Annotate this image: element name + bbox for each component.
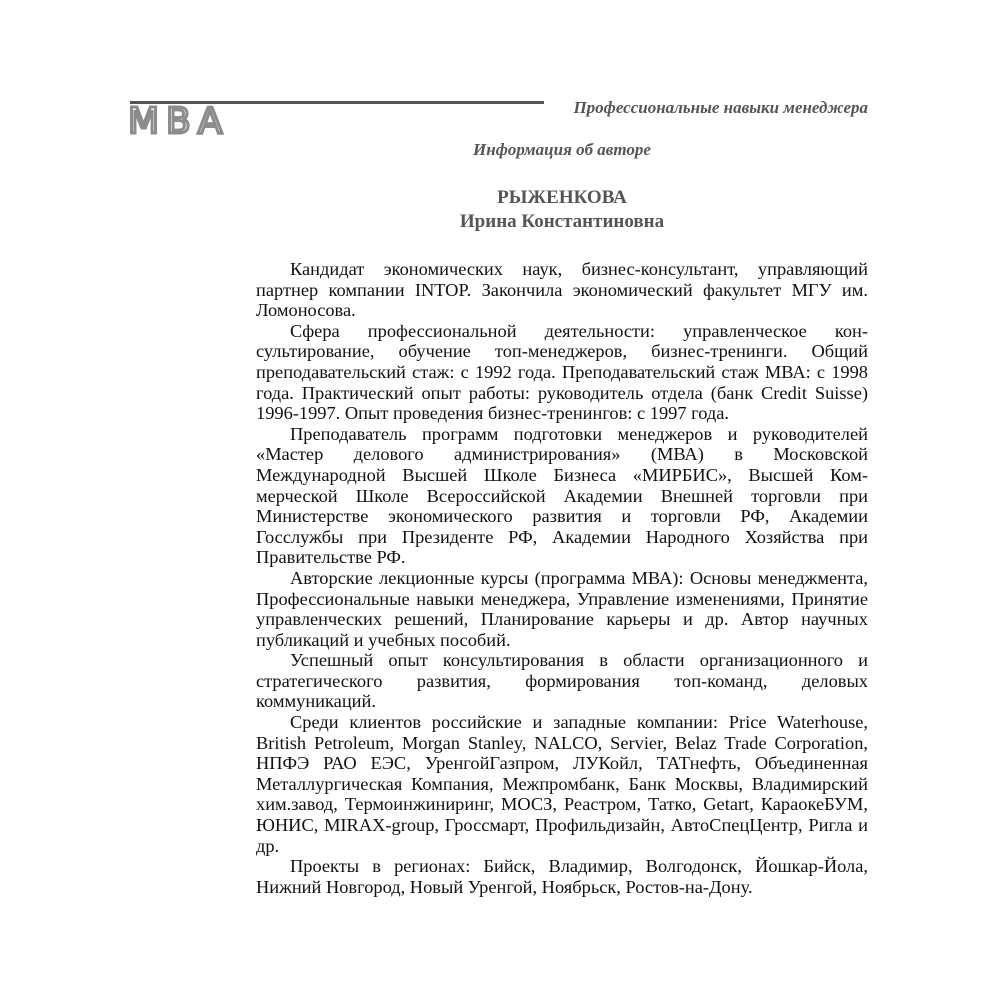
bio-paragraph: Преподаватель программ подготовки менеджеров и руководителей «Мастер делового администрирования» (МВА) в Московской Международной Высшей Школе Бизнеса «МИРБИС», Высшей Коммерческой Школе Всероссийской Академии Внешней торговли при Министерстве экономического развития и торговли РФ, Академии Госслужбы при Президенте РФ, Академии Народного Хозяйства при Правительстве РФ. — [256, 423, 868, 568]
bio-paragraph: Сфера профессиональной деятельности: управленческое консультирование, обучение топ-менеджеров, бизнес-тренинги. Общий преподавательский стаж: с 1992 года. Преподавательский стаж МВА: с 1998 года. Практический опыт работы: руководитель отдела (банк Credit Suisse) 1996-1997. Опыт проведения бизнес-тренингов: с 1997 года. — [256, 320, 868, 424]
running-title: Профессиональные навыки менеджера — [573, 98, 868, 117]
author-name: Ирина Константиновна — [459, 211, 665, 232]
author-bio — [256, 259, 868, 897]
author-surname: РЫЖЕНКОВА — [497, 187, 627, 208]
bio-paragraph: Проекты в регионах: Бийск, Владимир, Волгодонск, Йошкар-Йола, Нижний Новгород, Новый Уренгой, Ноябрьск, Ростов-на-Дону. — [256, 856, 868, 897]
bio-paragraph: Кандидат экономических наук, бизнес-консультант, управляющий партнер компании INTOP. Закончила экономический факультет МГУ им. Ломоносова. — [256, 259, 868, 321]
bio-paragraph: Среди клиентов российские и западные компании: Price Waterhouse, British Petroleum, Morgan Stanley, NALCO, Servier, Belaz Trade Corporation, НПФЭ РАО ЕЭС, УренгойГазпром, ЛУКойл, ТАТнефть, Объединенная Металлургическая Компания, Межпромбанк, Банк Москвы, Владимирский хим.завод, Термоинжиниринг, МОСЗ, Реастром, Татко, Getart, КараокеБУМ, ЮНИС, MIRAX-group, Гроссмарт, Профильдизайн, АвтоСпецЦентр, Ригла и др. — [256, 712, 868, 856]
section-title: Информация об авторе — [473, 140, 651, 159]
bio-paragraph: Успешный опыт консультирования в области организационного и стратегического развития, формирования топ-команд, деловых коммуникаций. — [256, 650, 868, 712]
bio-paragraph: Авторские лекционные курсы (программа МВА): Основы менеджмента, Профессиональные навыки менеджера, Управление изменениями, Принятие управленческих решений, Планирование карьеры и др. Автор научных публикаций и учебных пособий. — [256, 567, 868, 650]
mba-logo: MBA — [128, 101, 230, 142]
